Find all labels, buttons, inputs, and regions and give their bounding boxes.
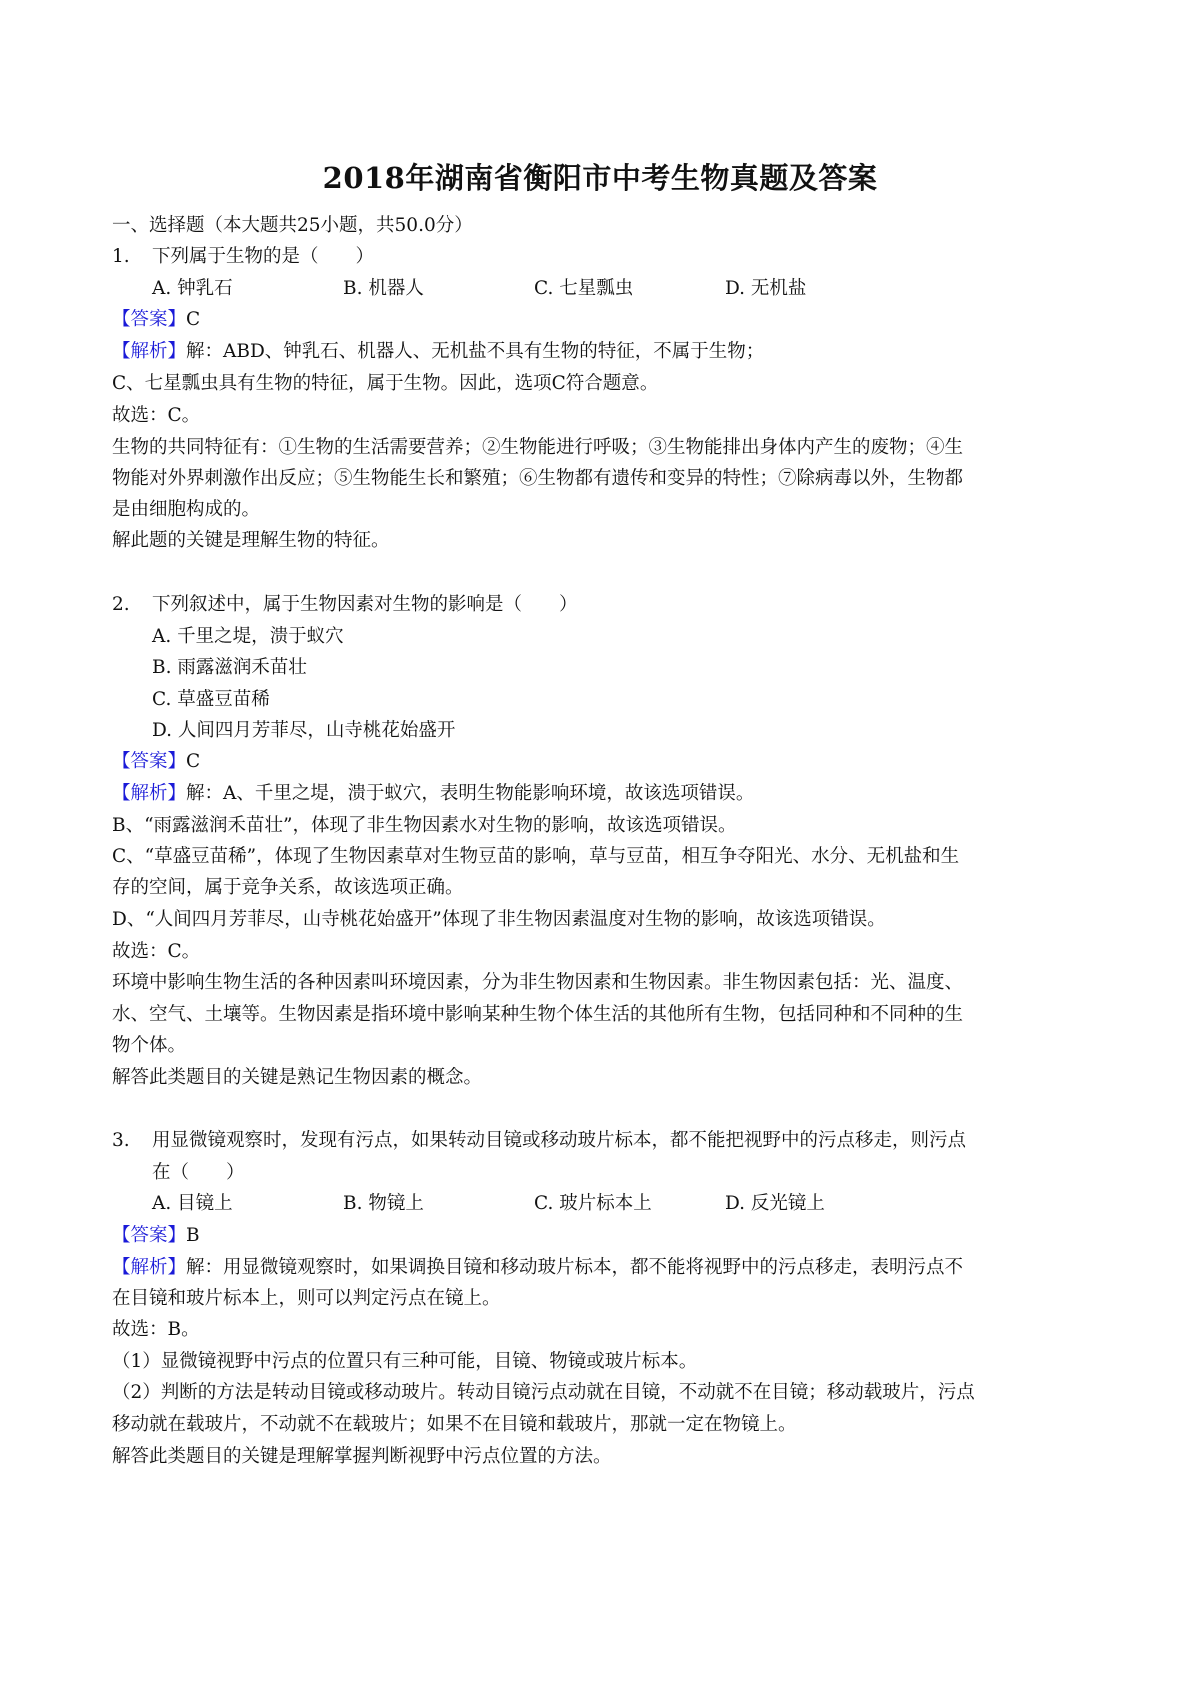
section-heading: 一、选择题（本大题共25小题，共50.0分） bbox=[112, 215, 473, 236]
q3-option-b: B. 物镜上 bbox=[343, 1193, 424, 1214]
q2-analysis-line: 水、空气、土壤等。生物因素是指环境中影响某种生物个体生活的其他所有生物，包括同种和不同种的生 bbox=[112, 1004, 964, 1025]
answer-value: B bbox=[186, 1225, 200, 1246]
question-3-stem-continued: 在（ ） bbox=[152, 1162, 245, 1183]
analysis-text: 解：ABD、钟乳石、机器人、无机盐不具有生物的特征，不属于生物； bbox=[186, 341, 765, 362]
q2-analysis-line: B、“雨露滋润禾苗壮”，体现了非生物因素水对生物的影响，故该选项错误。 bbox=[112, 815, 737, 836]
q1-analysis-line: 生物的共同特征有：①生物的生活需要营养；②生物能进行呼吸；③生物能排出身体内产生的废物；④生 bbox=[112, 437, 964, 458]
analysis-text: 解：用显微镜观察时，如果调换目镜和移动玻片标本，都不能将视野中的污点移走，表明污点不 bbox=[186, 1257, 964, 1278]
answer-label: 【答案】 bbox=[112, 751, 187, 772]
question-number: 2. bbox=[112, 594, 130, 615]
q2-analysis-line: D、“人间四月芳菲尽，山寺桃花始盛开”体现了非生物因素温度对生物的影响，故该选项错误。 bbox=[112, 909, 886, 930]
document-title: 2018年湖南省衡阳市中考生物真题及答案 bbox=[322, 161, 878, 195]
q1-analysis-line: C、七星瓢虫具有生物的特征，属于生物。因此，选项C符合题意。 bbox=[112, 373, 659, 394]
q1-analysis-line: 是由细胞构成的。 bbox=[112, 499, 261, 520]
q1-answer bbox=[112, 308, 200, 332]
q1-option-a: A. 钟乳石 bbox=[152, 278, 233, 299]
question-text: 用显微镜观察时，发现有污点，如果转动目镜或移动玻片标本，都不能把视野中的污点移走，则污点 bbox=[152, 1130, 967, 1151]
q3-analysis-line: （2）判断的方法是转动目镜或移动玻片。转动目镜污点动就在目镜，不动就不在目镜；移动载玻片，污点 bbox=[112, 1382, 975, 1403]
q2-option-c: C. 草盛豆苗稀 bbox=[152, 689, 270, 710]
q3-analysis-line: 在目镜和玻片标本上，则可以判定污点在镜上。 bbox=[112, 1288, 501, 1309]
q3-analysis-line: （1）显微镜视野中污点的位置只有三种可能，目镜、物镜或玻片标本。 bbox=[112, 1351, 698, 1372]
question-3-stem bbox=[112, 1129, 966, 1153]
answer-label: 【答案】 bbox=[112, 1225, 187, 1246]
q1-option-b: B. 机器人 bbox=[343, 278, 424, 299]
q2-option-d: D. 人间四月芳菲尽，山寺桃花始盛开 bbox=[152, 720, 456, 741]
q1-analysis bbox=[112, 340, 764, 364]
q2-analysis-line: 存的空间，属于竞争关系，故该选项正确。 bbox=[112, 877, 464, 898]
question-2-stem bbox=[112, 593, 578, 617]
analysis-text: 解：A、千里之堤，溃于蚁穴，表明生物能影响环境，故该选项错误。 bbox=[186, 783, 755, 804]
analysis-label: 【解析】 bbox=[112, 783, 187, 804]
q2-analysis-line: C、“草盛豆苗稀”，体现了生物因素草对生物豆苗的影响，草与豆苗，相互争夺阳光、水分、无机盐和生 bbox=[112, 846, 960, 867]
analysis-label: 【解析】 bbox=[112, 1257, 187, 1278]
answer-value: C bbox=[186, 309, 201, 330]
q2-option-b: B. 雨露滋润禾苗壮 bbox=[152, 657, 307, 678]
q1-analysis-line: 物能对外界刺激作出反应；⑤生物能生长和繁殖；⑥生物都有遗传和变异的特性；⑦除病毒以外，生物都 bbox=[112, 468, 964, 489]
question-number: 3. bbox=[112, 1130, 130, 1151]
q2-option-a: A. 千里之堤，溃于蚁穴 bbox=[152, 626, 344, 647]
q3-answer bbox=[112, 1224, 200, 1248]
q3-option-d: D. 反光镜上 bbox=[725, 1193, 825, 1214]
q3-option-c: C. 玻片标本上 bbox=[534, 1193, 652, 1214]
q2-analysis-line: 解答此类题目的关键是熟记生物因素的概念。 bbox=[112, 1067, 483, 1088]
q2-analysis-line: 环境中影响生物生活的各种因素叫环境因素，分为非生物因素和生物因素。非生物因素包括：光、温度、 bbox=[112, 972, 964, 993]
q2-answer bbox=[112, 750, 200, 774]
q1-analysis-line: 解此题的关键是理解生物的特征。 bbox=[112, 530, 390, 551]
q2-analysis-line: 故选：C。 bbox=[112, 941, 201, 962]
q3-analysis-line: 移动就在载玻片，不动就不在载玻片；如果不在目镜和载玻片，那就一定在物镜上。 bbox=[112, 1414, 797, 1435]
q1-option-c: C. 七星瓢虫 bbox=[534, 278, 634, 299]
question-text: 下列叙述中，属于生物因素对生物的影响是（ ） bbox=[152, 594, 578, 615]
question-text: 下列属于生物的是（ ） bbox=[152, 246, 375, 267]
question-1-stem bbox=[112, 245, 374, 269]
q1-analysis-line: 故选：C。 bbox=[112, 405, 201, 426]
q3-analysis-line: 故选：B。 bbox=[112, 1319, 200, 1340]
q3-analysis-line: 解答此类题目的关键是理解掌握判断视野中污点位置的方法。 bbox=[112, 1446, 612, 1467]
analysis-label: 【解析】 bbox=[112, 341, 187, 362]
answer-label: 【答案】 bbox=[112, 309, 187, 330]
q2-analysis-line: 物个体。 bbox=[112, 1035, 187, 1056]
answer-value: C bbox=[186, 751, 201, 772]
question-number: 1. bbox=[112, 246, 130, 267]
q3-option-a: A. 目镜上 bbox=[152, 1193, 233, 1214]
q1-option-d: D. 无机盐 bbox=[725, 278, 807, 299]
q3-analysis bbox=[112, 1256, 963, 1280]
q2-analysis bbox=[112, 782, 754, 806]
